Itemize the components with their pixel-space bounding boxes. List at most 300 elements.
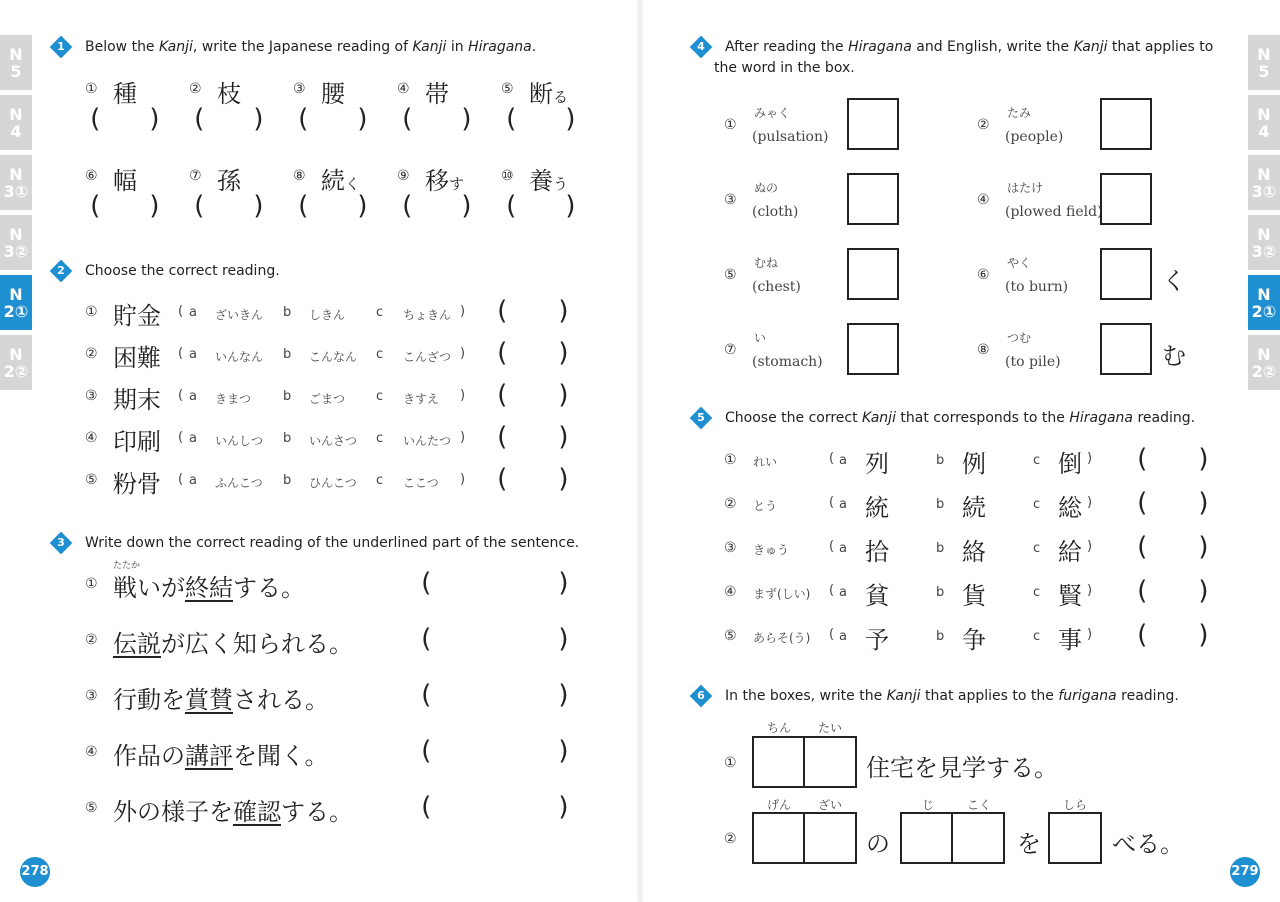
item-number: ③ xyxy=(293,81,306,97)
english-meaning: (pulsation) xyxy=(752,129,829,145)
paren-close: ) xyxy=(460,388,466,403)
open-paren: ( xyxy=(87,191,103,221)
item-number: ② xyxy=(724,496,737,512)
answer-blank[interactable] xyxy=(211,107,249,135)
item-number: ④ xyxy=(85,744,98,760)
option-b[interactable]: こんなん xyxy=(309,350,358,364)
tab-n2-2[interactable]: N 2② xyxy=(1248,335,1280,390)
tab-n3-2[interactable]: N 3② xyxy=(0,215,32,270)
item-number: ⑤ xyxy=(85,472,98,488)
item-number: ③ xyxy=(85,688,98,704)
open-paren: ( xyxy=(1134,532,1150,562)
close-paren: ) xyxy=(1196,444,1212,474)
answer-box[interactable] xyxy=(900,812,953,864)
sentence-text: の xyxy=(866,830,890,858)
option-letter: b xyxy=(936,585,945,600)
answer-blank[interactable] xyxy=(440,628,550,656)
tab-n4[interactable]: N 4 xyxy=(1248,95,1280,150)
option-b[interactable]: 争 xyxy=(962,626,986,654)
answer-blank[interactable] xyxy=(514,384,554,412)
okurigana: る xyxy=(553,88,569,106)
tab-n3-1[interactable]: N 3① xyxy=(0,155,32,210)
section-instruction-line2: the word in the box. xyxy=(714,60,855,76)
kanji-char: 枝 xyxy=(217,80,241,108)
sentence-part: 外の様子を xyxy=(113,798,233,826)
option-c[interactable]: 賢 xyxy=(1058,582,1082,610)
option-letter: c xyxy=(1033,453,1041,468)
kana-reading: れい xyxy=(753,455,778,469)
right-level-tabs xyxy=(1248,35,1280,395)
option-letter: b xyxy=(283,347,292,362)
sentence-part: 戦いが xyxy=(113,574,185,602)
section-instruction: Below the Kanji, write the Japanese reading of Kanji in Hiragana. xyxy=(85,39,537,55)
option-letter: c xyxy=(1033,629,1041,644)
answer-blank[interactable] xyxy=(514,342,554,370)
paren-close: ) xyxy=(460,346,466,361)
paren-open: ( xyxy=(178,430,184,445)
option-a[interactable]: 拾 xyxy=(865,538,889,566)
section-instruction: Write down the correct reading of the underlined part of the sentence. xyxy=(85,535,580,551)
answer-blank[interactable] xyxy=(523,107,561,135)
item-number: ⑤ xyxy=(724,628,737,644)
paren-open: ( xyxy=(178,304,184,319)
kana-reading: みゃく xyxy=(754,106,791,120)
kanji-word xyxy=(113,74,137,109)
kanji-char: 続 xyxy=(321,167,345,195)
option-letter: c xyxy=(376,431,384,446)
answer-blank[interactable] xyxy=(1154,448,1194,476)
open-paren: ( xyxy=(503,191,519,221)
option-letter: a xyxy=(189,305,197,320)
option-letter: b xyxy=(283,473,292,488)
option-letter: a xyxy=(839,541,847,556)
kana-reading: ぬの xyxy=(754,181,779,195)
close-paren: ) xyxy=(459,104,475,134)
tab-n5[interactable]: N 5 xyxy=(0,35,32,90)
item-number: ① xyxy=(85,304,98,320)
option-letter: b xyxy=(936,453,945,468)
answer-blank[interactable] xyxy=(107,194,145,222)
option-b[interactable]: しきん xyxy=(309,308,346,322)
kanji-char: 種 xyxy=(113,80,137,108)
close-paren: ) xyxy=(1196,576,1212,606)
option-a[interactable]: いんなん xyxy=(215,350,264,364)
option-letter: c xyxy=(376,347,384,362)
option-b[interactable]: ごまつ xyxy=(309,392,346,406)
answer-blank[interactable] xyxy=(419,107,457,135)
paren-open: ( xyxy=(829,495,835,510)
page-number: 278 xyxy=(20,857,50,887)
sentence xyxy=(113,624,353,659)
open-paren: ( xyxy=(494,422,510,452)
open-paren: ( xyxy=(399,191,415,221)
option-c[interactable]: 倒 xyxy=(1058,450,1082,478)
paren-close: ) xyxy=(1087,539,1093,554)
answer-box[interactable] xyxy=(847,323,899,375)
option-letter: a xyxy=(839,497,847,512)
item-number: ③ xyxy=(85,388,98,404)
open-paren: ( xyxy=(191,104,207,134)
kana-reading: つむ xyxy=(1007,331,1032,345)
english-meaning: (to burn) xyxy=(1005,279,1069,295)
item-number: ④ xyxy=(397,81,410,97)
answer-box[interactable] xyxy=(803,736,857,788)
tab-n3-1[interactable]: N 3① xyxy=(1248,155,1280,210)
tab-n5[interactable]: N 5 xyxy=(1248,35,1280,90)
answer-box[interactable] xyxy=(752,812,805,864)
answer-blank[interactable] xyxy=(523,194,561,222)
option-c[interactable]: 事 xyxy=(1058,626,1082,654)
item-number: ③ xyxy=(724,192,737,208)
okurigana: す xyxy=(449,175,465,193)
answer-blank[interactable] xyxy=(211,194,249,222)
furigana: たい xyxy=(818,721,843,735)
open-paren: ( xyxy=(1134,488,1150,518)
kana-reading: はたけ xyxy=(1007,181,1044,195)
furigana: たたか xyxy=(113,561,141,571)
option-letter: b xyxy=(283,389,292,404)
kanji-word: 粉骨 xyxy=(113,470,161,498)
underlined-word: 賞賛 xyxy=(185,686,233,714)
answer-box[interactable] xyxy=(1100,173,1152,225)
paren-open: ( xyxy=(829,583,835,598)
furigana: じ xyxy=(922,798,935,812)
close-paren: ) xyxy=(556,624,572,654)
close-paren: ) xyxy=(147,104,163,134)
option-b[interactable]: 貨 xyxy=(962,582,986,610)
option-a[interactable]: 列 xyxy=(865,450,889,478)
furigana: ちん xyxy=(767,721,792,735)
open-paren: ( xyxy=(295,104,311,134)
answer-box[interactable] xyxy=(1100,98,1152,150)
answer-blank[interactable] xyxy=(514,300,554,328)
close-paren: ) xyxy=(1196,532,1212,562)
open-paren: ( xyxy=(494,296,510,326)
close-paren: ) xyxy=(251,191,267,221)
kana-reading: あらそ(う) xyxy=(753,631,811,645)
close-paren: ) xyxy=(1196,620,1212,650)
close-paren: ) xyxy=(251,104,267,134)
open-paren: ( xyxy=(418,736,434,766)
item-number: ⑤ xyxy=(501,81,514,97)
section-badge: 4 xyxy=(691,37,711,57)
item-number: ⑩ xyxy=(501,168,514,184)
answer-box[interactable] xyxy=(847,98,899,150)
option-letter: b xyxy=(936,497,945,512)
close-paren: ) xyxy=(459,191,475,221)
paren-close: ) xyxy=(1087,451,1093,466)
open-paren: ( xyxy=(418,792,434,822)
tab-n3-2[interactable]: N 3② xyxy=(1248,215,1280,270)
item-number: ① xyxy=(724,117,737,133)
option-c[interactable]: ここつ xyxy=(403,476,439,490)
paren-open: ( xyxy=(829,539,835,554)
sentence xyxy=(113,568,305,603)
option-a[interactable]: 予 xyxy=(865,626,889,654)
answer-blank[interactable] xyxy=(1154,492,1194,520)
option-letter: c xyxy=(1033,497,1041,512)
item-number: ④ xyxy=(977,192,990,208)
close-paren: ) xyxy=(563,191,579,221)
answer-blank[interactable] xyxy=(440,572,550,600)
option-a[interactable]: ざいきん xyxy=(215,308,264,322)
underlined-word: 講評 xyxy=(185,742,233,770)
option-letter: c xyxy=(1033,541,1041,556)
answer-blank[interactable] xyxy=(315,194,353,222)
kanji-word xyxy=(321,74,345,109)
open-paren: ( xyxy=(418,568,434,598)
furigana: ざい xyxy=(818,798,843,812)
paren-close: ) xyxy=(460,430,466,445)
section-badge: 2 xyxy=(51,261,71,281)
option-c[interactable]: 給 xyxy=(1058,538,1082,566)
open-paren: ( xyxy=(494,380,510,410)
answer-blank[interactable] xyxy=(514,468,554,496)
page-number: 279 xyxy=(1230,857,1260,887)
answer-blank[interactable] xyxy=(440,796,550,824)
left-level-tabs xyxy=(0,35,32,395)
item-number: ⑧ xyxy=(977,342,990,358)
option-letter: a xyxy=(839,453,847,468)
answer-box[interactable] xyxy=(1100,248,1152,300)
option-b[interactable]: いんさつ xyxy=(309,434,358,448)
kanji-char: 孫 xyxy=(217,167,241,195)
sentence-part: 行動を xyxy=(113,686,185,714)
option-a[interactable]: 貧 xyxy=(865,582,889,610)
close-paren: ) xyxy=(556,568,572,598)
kanji-word: 困難 xyxy=(113,344,161,372)
item-number: ⑥ xyxy=(85,168,98,184)
kanji-word: 期末 xyxy=(113,386,161,414)
answer-blank[interactable] xyxy=(1154,624,1194,652)
item-number: ⑤ xyxy=(724,267,737,283)
option-c[interactable]: 総 xyxy=(1058,494,1082,522)
kana-reading: たみ xyxy=(1007,106,1032,120)
kana-reading: まず(しい) xyxy=(753,587,811,601)
open-paren: ( xyxy=(1134,620,1150,650)
section-instruction: Choose the correct Kanji that corresponds to the Hiragana reading. xyxy=(725,410,1196,426)
tab-n4[interactable]: N 4 xyxy=(0,95,32,150)
option-letter: a xyxy=(189,473,197,488)
paren-open: ( xyxy=(829,627,835,642)
close-paren: ) xyxy=(556,296,572,326)
option-c[interactable]: きすえ xyxy=(403,392,440,406)
item-number: ④ xyxy=(85,430,98,446)
kanji-char: 養 xyxy=(529,167,553,195)
item-number: ⑤ xyxy=(85,800,98,816)
english-meaning: (to pile) xyxy=(1005,354,1061,370)
kanji-char: 断 xyxy=(529,80,553,108)
kanji-word xyxy=(113,161,137,196)
section-instruction: In the boxes, write the Kanji that applies to the furigana reading. xyxy=(725,688,1179,704)
item-number: ① xyxy=(85,81,98,97)
answer-box[interactable] xyxy=(752,736,805,788)
option-a[interactable]: きまつ xyxy=(215,392,252,406)
paren-open: ( xyxy=(829,451,835,466)
item-number: ② xyxy=(189,81,202,97)
furigana: こく xyxy=(967,798,992,812)
option-letter: a xyxy=(839,585,847,600)
kanji-word xyxy=(425,74,449,109)
okurigana: く xyxy=(345,175,361,193)
option-letter: b xyxy=(936,541,945,556)
close-paren: ) xyxy=(556,736,572,766)
close-paren: ) xyxy=(1196,488,1212,518)
open-paren: ( xyxy=(399,104,415,134)
option-letter: a xyxy=(839,629,847,644)
okurigana: む xyxy=(1162,342,1186,370)
answer-box[interactable] xyxy=(1100,323,1152,375)
tab-n2-1[interactable]: N 2① xyxy=(0,275,32,330)
kanji-char: 帯 xyxy=(425,80,449,108)
answer-blank[interactable] xyxy=(419,194,457,222)
option-a[interactable]: ふんこつ xyxy=(215,476,263,490)
item-number: ④ xyxy=(724,584,737,600)
option-c[interactable]: いんたつ xyxy=(403,434,452,448)
open-paren: ( xyxy=(418,624,434,654)
open-paren: ( xyxy=(503,104,519,134)
open-paren: ( xyxy=(1134,444,1150,474)
furigana: しら xyxy=(1063,798,1088,812)
sentence-part: する。 xyxy=(281,798,353,826)
underlined-word: 終結 xyxy=(185,574,233,602)
option-b[interactable]: 続 xyxy=(962,494,986,522)
option-letter: a xyxy=(189,389,197,404)
close-paren: ) xyxy=(563,104,579,134)
option-letter: b xyxy=(283,431,292,446)
paren-close: ) xyxy=(460,304,466,319)
answer-blank[interactable] xyxy=(1154,536,1194,564)
english-meaning: (chest) xyxy=(752,279,801,295)
paren-open: ( xyxy=(178,472,184,487)
section-instruction: Choose the correct reading. xyxy=(85,263,280,279)
answer-box[interactable] xyxy=(847,248,899,300)
answer-box[interactable] xyxy=(1048,812,1102,864)
close-paren: ) xyxy=(556,680,572,710)
option-letter: a xyxy=(189,347,197,362)
item-number: ② xyxy=(85,632,98,648)
section-badge: 1 xyxy=(51,37,71,57)
kanji-word xyxy=(217,74,241,109)
item-number: ③ xyxy=(724,540,737,556)
open-paren: ( xyxy=(1134,576,1150,606)
answer-box[interactable] xyxy=(847,173,899,225)
okurigana: く xyxy=(1162,267,1186,295)
item-number: ⑦ xyxy=(189,168,202,184)
section-badge: 5 xyxy=(691,408,711,428)
item-number: ② xyxy=(724,831,737,847)
kanji-char: 移 xyxy=(425,167,449,195)
english-meaning: (people) xyxy=(1005,129,1064,145)
english-meaning: (cloth) xyxy=(752,204,799,220)
item-number: ⑧ xyxy=(293,168,306,184)
sentence-part: を聞く。 xyxy=(233,742,329,770)
paren-close: ) xyxy=(1087,583,1093,598)
open-paren: ( xyxy=(494,338,510,368)
sentence xyxy=(113,792,353,827)
item-number: ① xyxy=(724,755,737,771)
furigana: げん xyxy=(767,798,792,812)
sentence-part: する。 xyxy=(233,574,305,602)
sentence xyxy=(113,736,329,771)
item-number: ② xyxy=(977,117,990,133)
paren-close: ) xyxy=(1087,627,1093,642)
open-paren: ( xyxy=(191,191,207,221)
item-number: ① xyxy=(724,452,737,468)
kanji-char: 幅 xyxy=(113,167,137,195)
sentence-part: される。 xyxy=(233,686,329,714)
item-number: ① xyxy=(85,576,98,592)
item-number: ⑦ xyxy=(724,342,737,358)
paren-open: ( xyxy=(178,388,184,403)
option-a[interactable]: いんしつ xyxy=(215,434,264,448)
option-letter: b xyxy=(283,305,292,320)
open-paren: ( xyxy=(494,464,510,494)
underlined-word: 確認 xyxy=(233,798,281,826)
option-letter: a xyxy=(189,431,197,446)
item-number: ② xyxy=(85,346,98,362)
section-badge: 3 xyxy=(51,533,71,553)
kana-reading: やく xyxy=(1007,256,1032,270)
okurigana: う xyxy=(553,175,569,193)
paren-close: ) xyxy=(1087,495,1093,510)
section-instruction: After reading the Hiragana and English, write the Kanji that applies to xyxy=(725,39,1214,55)
underlined-word: 伝説 xyxy=(113,630,161,658)
paren-open: ( xyxy=(178,346,184,361)
answer-blank[interactable] xyxy=(440,740,550,768)
answer-blank[interactable] xyxy=(1154,580,1194,608)
item-number: ⑨ xyxy=(397,168,410,184)
answer-box[interactable] xyxy=(951,812,1005,864)
tab-n2-1[interactable]: N 2① xyxy=(1248,275,1280,330)
sentence xyxy=(113,680,329,715)
kanji-word: 貯金 xyxy=(113,302,161,330)
answer-box[interactable] xyxy=(803,812,857,864)
sentence-part: 作品の xyxy=(113,742,185,770)
option-b[interactable]: ひんこつ xyxy=(309,476,357,490)
option-c[interactable]: ちょきん xyxy=(403,308,452,322)
paren-close: ) xyxy=(460,472,466,487)
close-paren: ) xyxy=(556,792,572,822)
option-a[interactable]: 統 xyxy=(865,494,889,522)
answer-blank[interactable] xyxy=(107,107,145,135)
tab-n2-2[interactable]: N 2② xyxy=(0,335,32,390)
kana-reading: とう xyxy=(753,499,778,513)
open-paren: ( xyxy=(295,191,311,221)
kana-reading: むね xyxy=(754,256,779,270)
close-paren: ) xyxy=(556,464,572,494)
close-paren: ) xyxy=(355,104,371,134)
close-paren: ) xyxy=(147,191,163,221)
english-meaning: (plowed field) xyxy=(1005,204,1103,220)
sentence-part: が広く知られる。 xyxy=(161,630,353,658)
kanji-word: 印刷 xyxy=(113,428,161,456)
kana-reading: きゅう xyxy=(753,543,790,557)
answer-blank[interactable] xyxy=(440,684,550,712)
close-paren: ) xyxy=(556,422,572,452)
option-b[interactable]: 例 xyxy=(962,450,986,478)
option-letter: b xyxy=(936,629,945,644)
answer-blank[interactable] xyxy=(315,107,353,135)
close-paren: ) xyxy=(556,380,572,410)
open-paren: ( xyxy=(87,104,103,134)
option-b[interactable]: 絡 xyxy=(962,538,986,566)
section-badge: 6 xyxy=(691,686,711,706)
item-number: ⑥ xyxy=(977,267,990,283)
kana-reading: い xyxy=(754,331,767,345)
answer-blank[interactable] xyxy=(514,426,554,454)
option-c[interactable]: こんざつ xyxy=(403,350,452,364)
